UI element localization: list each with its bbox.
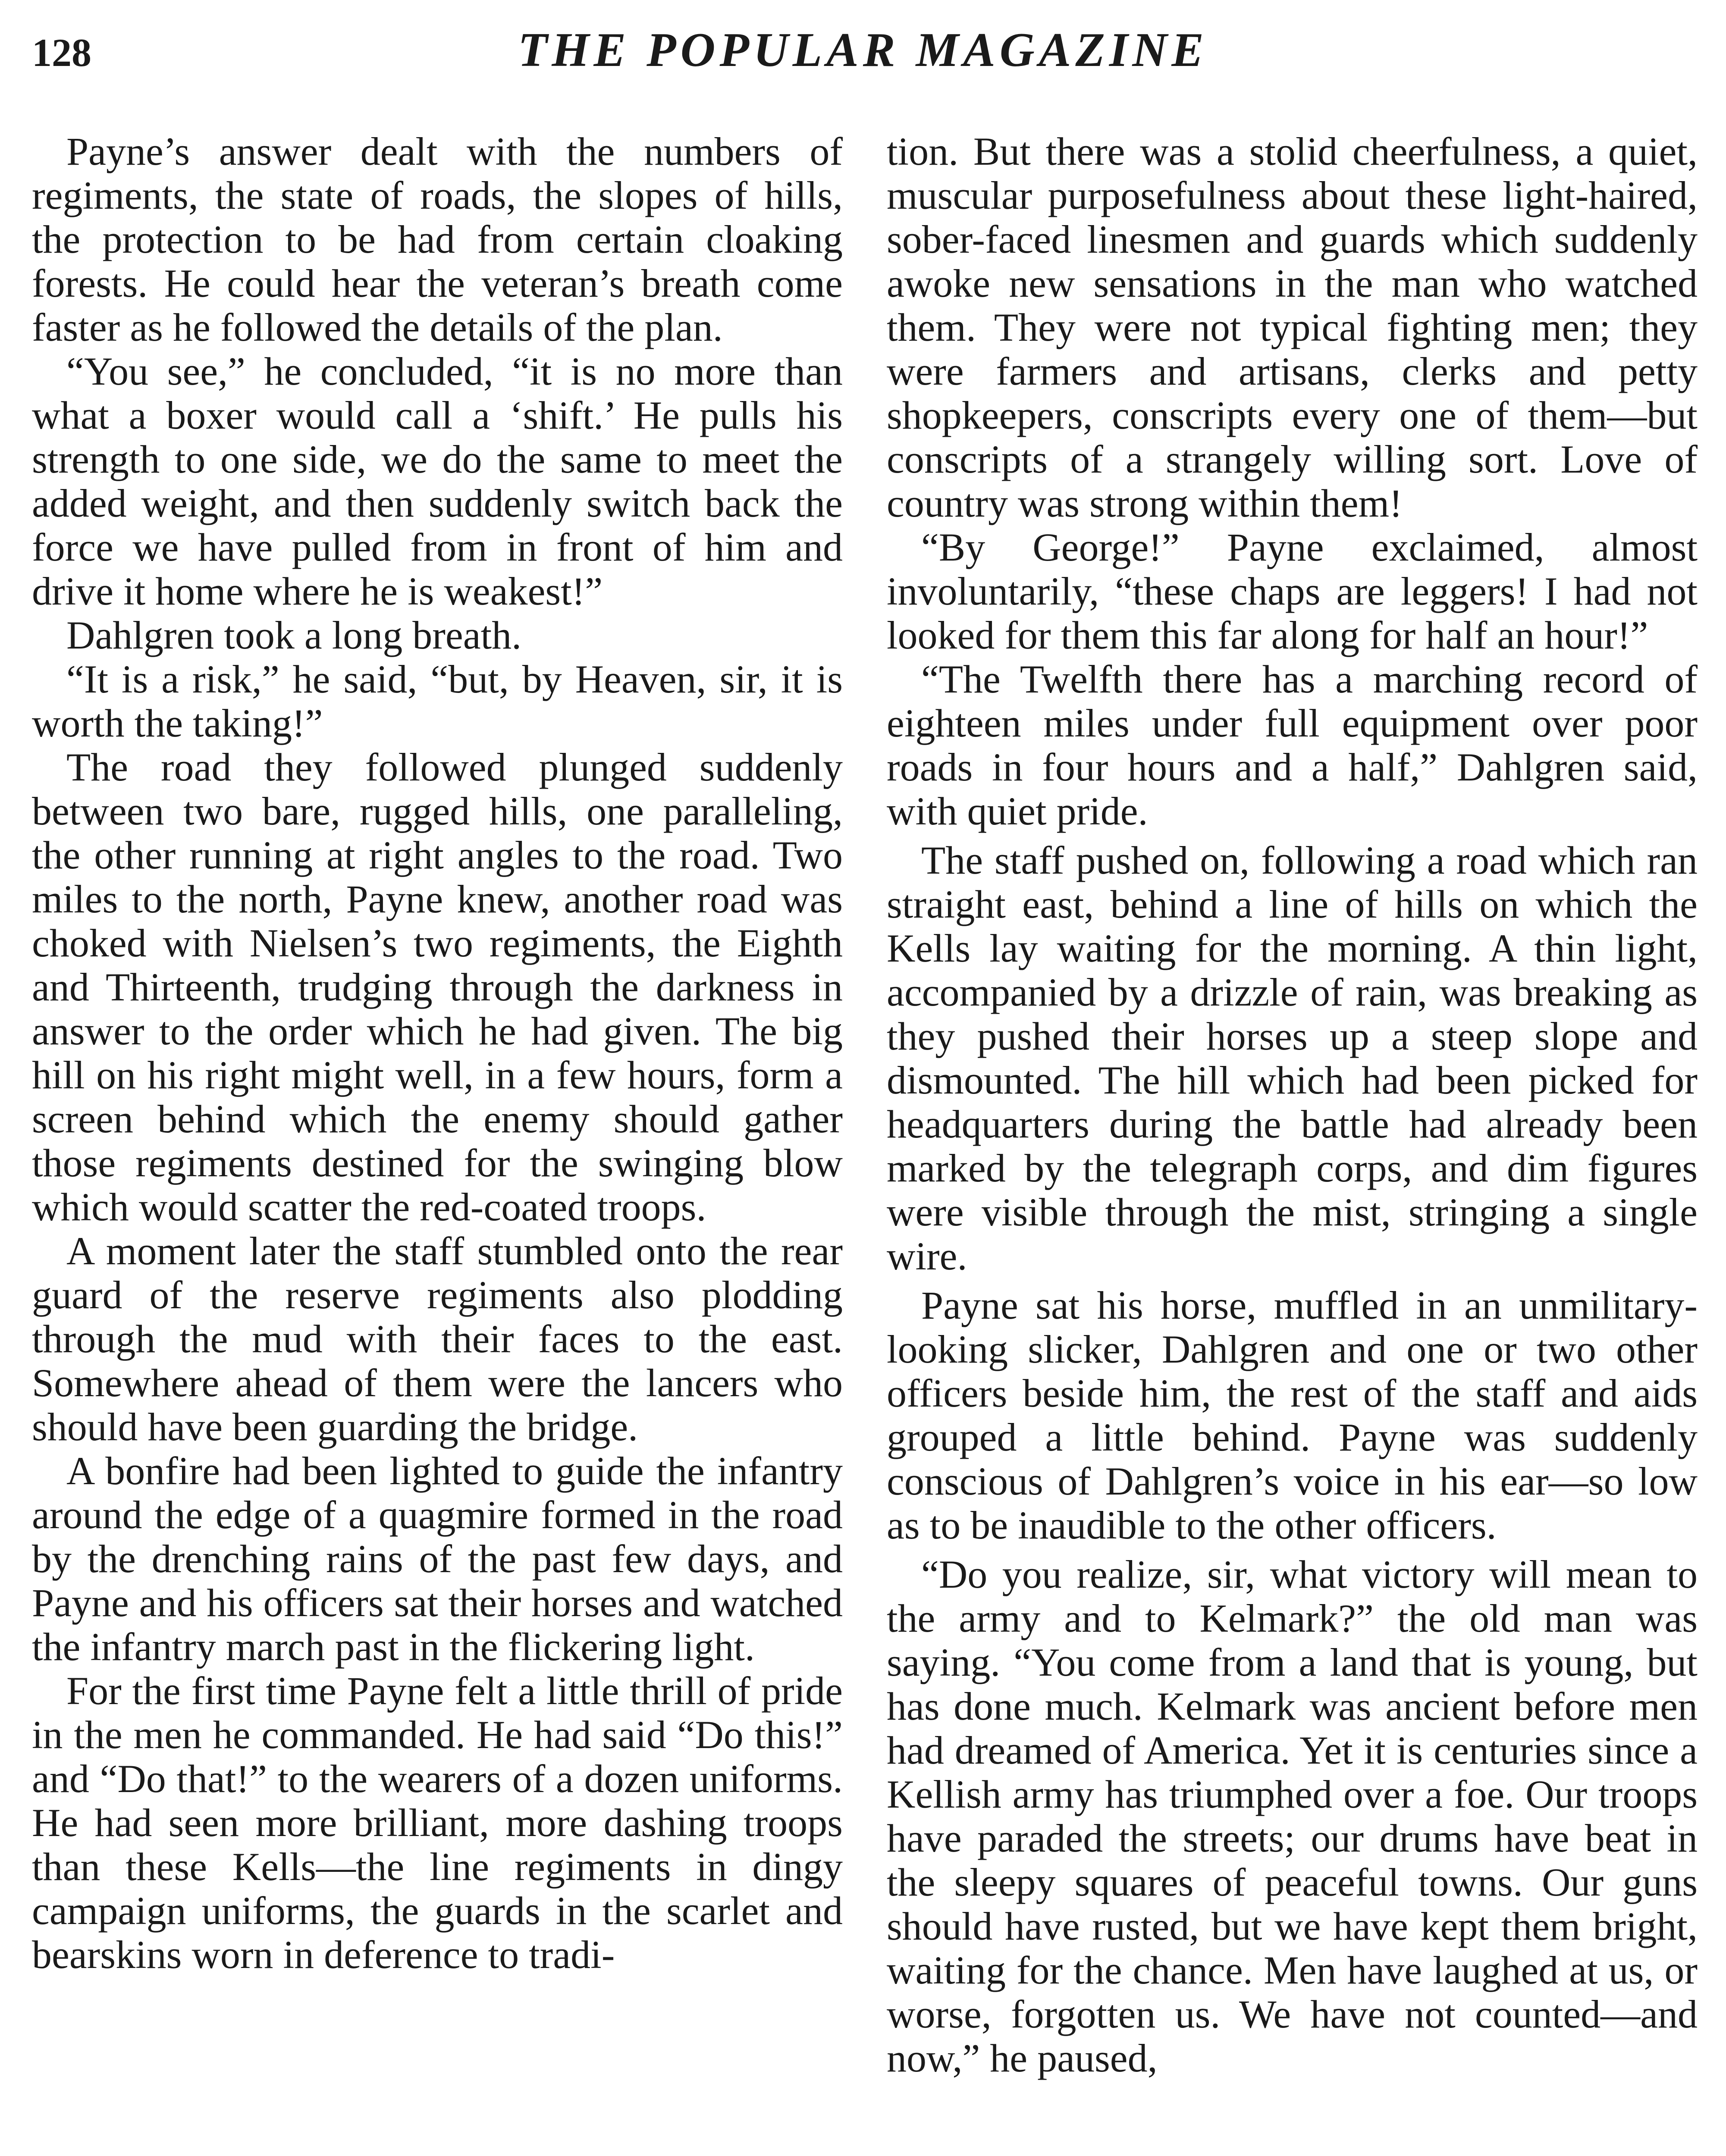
paragraph: Payne sat his horse, muffled in an unmilitary-looking slicker, Dahlgren and one or two other officers beside him, the rest of the staff and aids grouped a little behind. Payne was suddenly conscious of Dahlgren’s voice in his ear—so low as to be inaudible to the other officers. xyxy=(887,1283,1698,1547)
page-number: 128 xyxy=(32,31,91,75)
paragraph: The road they followed plunged suddenly between two bare, rugged hills, one paralleling, the other running at right angles to the road. Two miles to the north, Payne knew, another road was choked with Nielsen’s two regiments, the Eighth and Thirteenth, trudging through the darkness in answer to the order which he had given. The big hill on his right might well, in a few hours, form a screen behind which the enemy should gather those regiments destined for the swinging blow which would scatter the red-coated troops. xyxy=(32,745,843,1229)
paragraph: “The Twelfth there has a marching record of eighteen miles under full equipment over poor roads in four hours and a half,” Dahlgren said, with quiet pride. xyxy=(887,657,1698,833)
paragraph: The staff pushed on, following a road which ran straight east, behind a line of hills on which the Kells lay waiting for the morning. A thin light, accompanied by a drizzle of rain, was breaking as they pushed their horses up a steep slope and dismounted. The hill which had been picked for headquarters during the battle had already been marked by the telegraph corps, and dim figures were visible through the mist, stringing a single wire. xyxy=(887,838,1698,1278)
running-title: THE POPULAR MAGAZINE xyxy=(518,23,1208,77)
paragraph: “You see,” he concluded, “it is no more than what a boxer would call a ‘shift.’ He pulls his strength to one side, we do the same to meet the added weight, and then suddenly switch back the force we have pulled from in front of him and drive it home where he is weakest!” xyxy=(32,349,843,613)
paragraph: “It is a risk,” he said, “but, by Heaven, sir, it is worth the taking!” xyxy=(32,657,843,745)
paragraph: “By George!” Payne exclaimed, almost involuntarily, “these chaps are leggers! I had not looked for them this far along for half an hour!” xyxy=(887,525,1698,657)
paragraph: A bonfire had been lighted to guide the infantry around the edge of a quagmire formed in the road by the drenching rains of the past few days, and Payne and his officers sat their horses and watched the infantry march past in the flickering light. xyxy=(32,1449,843,1669)
text-column-left xyxy=(32,129,843,2156)
paragraph: Payne’s answer dealt with the numbers of regiments, the state of roads, the slopes of hills, the protection to be had from certain cloaking forests. He could hear the veteran’s breath come faster as he followed the details of the plan. xyxy=(32,129,843,349)
paragraph-continued: tion. But there was a stolid cheerfulness, a quiet, muscular purposefulness about these light-haired, sober-faced linesmen and guards which suddenly awoke new sensations in the man who watched them. They were not typical fighting men; they were farmers and artisans, clerks and petty shopkeepers, conscripts every one of them—but conscripts of a strangely willing sort. Love of country was strong within them! xyxy=(887,129,1698,525)
paragraph: Dahlgren took a long breath. xyxy=(66,613,522,657)
text-column-right xyxy=(887,129,1698,2156)
page-header xyxy=(32,23,1694,91)
paragraph: For the first time Payne felt a little thrill of pride in the men he commanded. He had said “Do this!” and “Do that!” to the wearers of a dozen uniforms. He had seen more brilliant, more dashing troops than these Kells—the line regiments in dingy campaign uniforms, the guards in the scarlet and bearskins worn in deference to tradi- xyxy=(32,1669,843,1977)
paragraph: “Do you realize, sir, what victory will mean to the army and to Kelmark?” the old man was saying. “You come from a land that is young, but has done much. Kelmark was ancient before men had dreamed of America. Yet it is centuries since a Kellish army has triumphed over a foe. Our troops have paraded the streets; our drums have beat in the sleepy squares of peaceful towns. Our guns should have rusted, but we have kept them bright, waiting for the chance. Men have laughed at us, or worse, forgotten us. We have not counted—and now,” he paused, xyxy=(887,1552,1698,2080)
paragraph: A moment later the staff stumbled onto the rear guard of the reserve regiments also plodding through the mud with their faces to the east. Somewhere ahead of them were the lancers who should have been guarding the bridge. xyxy=(32,1229,843,1449)
